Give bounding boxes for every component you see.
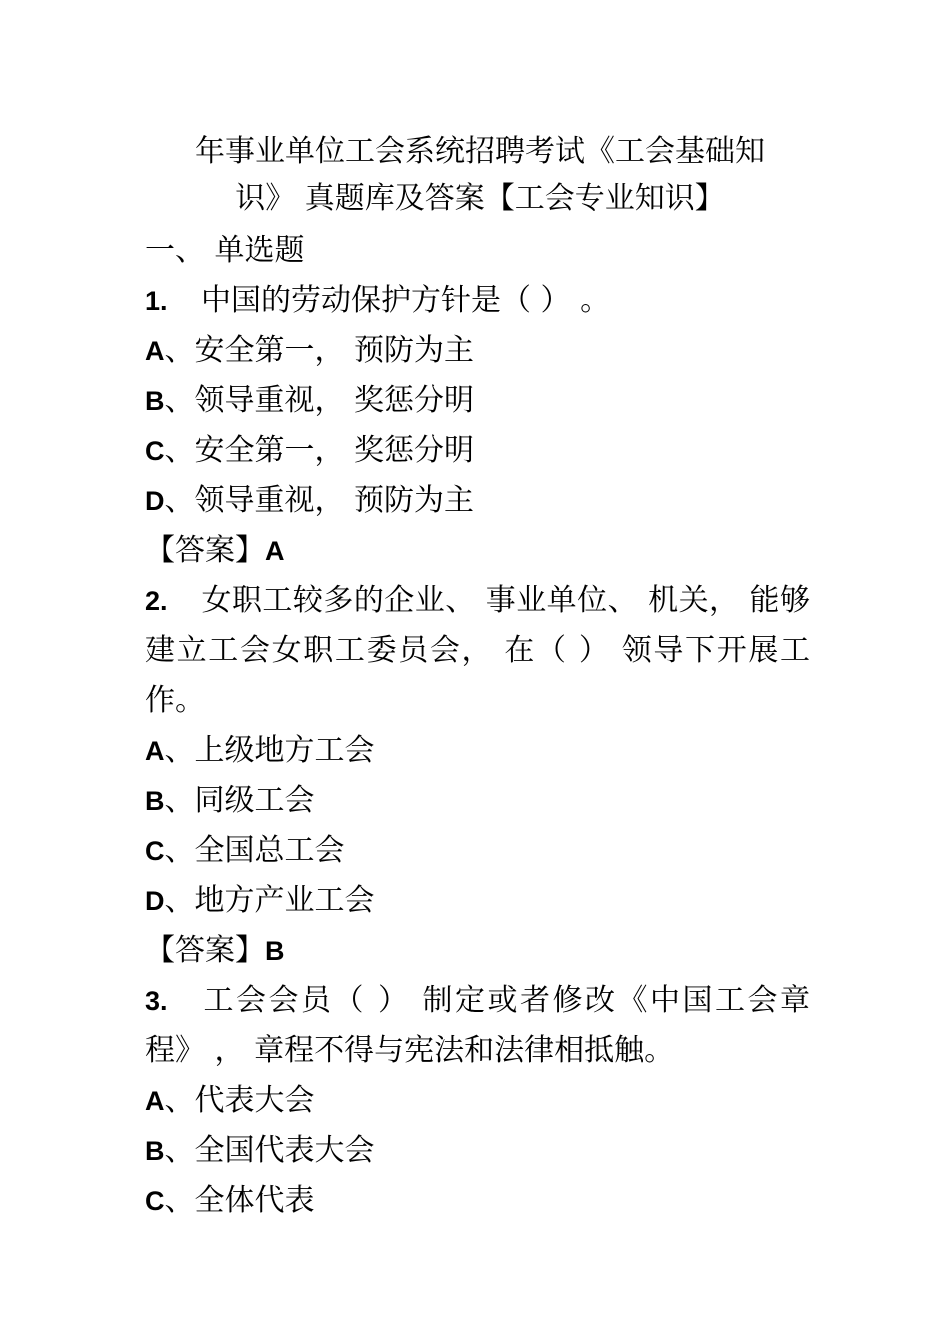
option-separator: 、 [164, 883, 195, 918]
option-d [145, 476, 810, 526]
option-separator: 、 [164, 1083, 195, 1118]
option-separator: 、 [164, 833, 195, 868]
title-line-1: 年事业单位工会系统招聘考试《工会基础知 [195, 134, 765, 169]
question-stem [145, 276, 810, 326]
option-text: 全国总工会 [194, 833, 345, 868]
option-text: 领导重视， 奖惩分明 [194, 383, 475, 418]
question-3 [145, 976, 810, 1226]
option-c [145, 426, 810, 476]
option-separator: 、 [164, 1133, 195, 1168]
option-text: 同级工会 [194, 783, 315, 818]
option-a [145, 726, 810, 776]
option-c [145, 826, 810, 876]
option-letter: C [145, 436, 165, 466]
document-title [150, 128, 810, 222]
option-text: 上级地方工会 [194, 733, 375, 768]
answer-value: A [265, 536, 285, 566]
option-letter: B [145, 1136, 165, 1166]
question-number: 2. [145, 586, 168, 616]
option-text: 代表大会 [194, 1083, 315, 1118]
question-text: 中国的劳动保护方针是（ ） 。 [201, 283, 611, 318]
question-2 [145, 576, 810, 976]
question-stem [145, 576, 810, 726]
option-separator: 、 [164, 483, 195, 518]
option-separator: 、 [164, 433, 195, 468]
option-letter: C [145, 1186, 165, 1216]
option-text: 全国代表大会 [194, 1133, 375, 1168]
document-body [145, 226, 810, 1226]
title-line-2: 识》 真题库及答案【工会专业知识】 [235, 181, 725, 216]
answer-label: 【答案】 [145, 533, 265, 568]
question-1 [145, 276, 810, 576]
option-b [145, 776, 810, 826]
option-letter: C [145, 836, 165, 866]
option-d [145, 876, 810, 926]
section-heading: 一、 单选题 [145, 233, 305, 268]
option-b [145, 376, 810, 426]
question-stem [145, 976, 810, 1076]
option-text: 全体代表 [194, 1183, 315, 1218]
answer-value: B [265, 936, 285, 966]
option-letter: B [145, 786, 165, 816]
option-separator: 、 [164, 783, 195, 818]
answer-label: 【答案】 [145, 933, 265, 968]
question-number: 3. [145, 986, 168, 1016]
option-letter: B [145, 386, 165, 416]
option-a [145, 1076, 810, 1126]
option-separator: 、 [164, 733, 195, 768]
option-letter: D [145, 886, 165, 916]
option-letter: A [145, 1086, 165, 1116]
option-separator: 、 [164, 333, 195, 368]
option-b [145, 1126, 810, 1176]
option-letter: A [145, 736, 165, 766]
option-separator: 、 [164, 1183, 195, 1218]
question-text: 工会会员（ ） 制定或者修改《中国工会章程》 ， 章程不得与宪法和法律相抵触。 [145, 983, 810, 1068]
answer-line [145, 926, 810, 976]
option-text: 领导重视， 预防为主 [194, 483, 475, 518]
option-c [145, 1176, 810, 1226]
option-text: 安全第一， 预防为主 [194, 333, 475, 368]
option-separator: 、 [164, 383, 195, 418]
option-text: 地方产业工会 [194, 883, 375, 918]
question-number: 1. [145, 286, 168, 316]
option-letter: D [145, 486, 165, 516]
question-text: 女职工较多的企业、 事业单位、 机关， 能够建立工会女职工委员会， 在（ ） 领导下开展工作。 [145, 583, 810, 718]
option-a [145, 326, 810, 376]
option-letter: A [145, 336, 165, 366]
option-text: 安全第一， 奖惩分明 [194, 433, 475, 468]
answer-line [145, 526, 810, 576]
